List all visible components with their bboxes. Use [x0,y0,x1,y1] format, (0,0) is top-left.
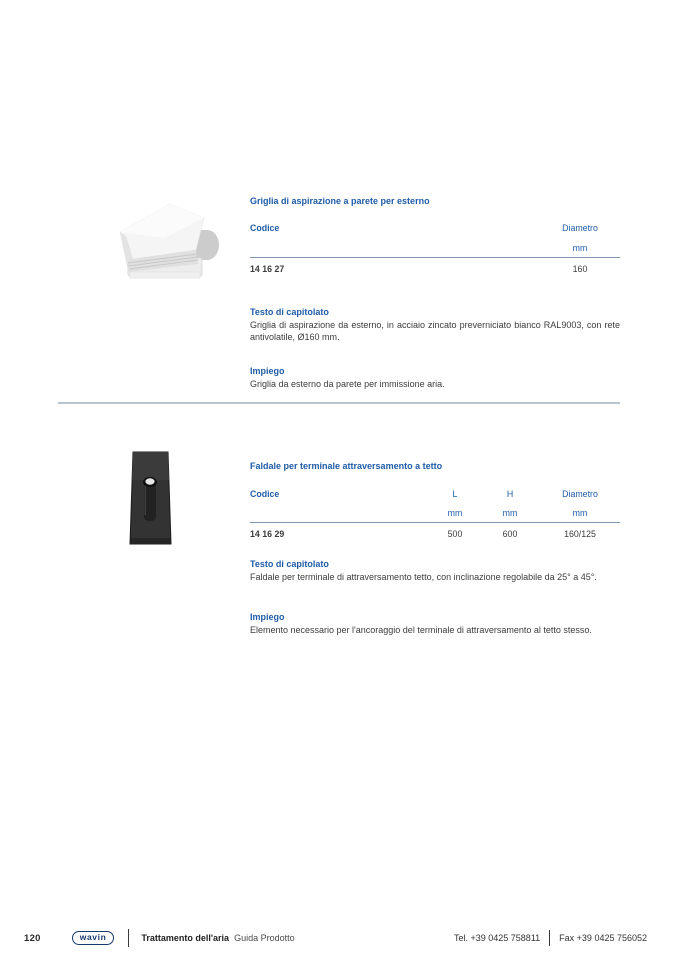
table-row [250,529,620,539]
col-header-diametro: Diametro [562,223,598,233]
product-table [250,223,620,274]
roof-flashing-photo [128,450,173,546]
capitolato-text: Faldale per terminale di attraversamento tetto, con inclinazione regolabile da 25° a 45°. [250,572,597,582]
impiego-text: Elemento necessario per l'ancoraggio del terminale di attraversamento al tetto stesso. [250,625,592,635]
table-rule [250,257,620,258]
product-title: Griglia di aspirazione a parete per esterno [250,196,430,206]
page-number: 120 [24,932,41,944]
capitolato-text: Griglia di aspirazione da esterno, in acciaio zincato preverniciato bianco RAL9003, con rete antivolatile, Ø160 mm. [250,320,620,342]
impiego-heading: Impiego [250,366,285,376]
col-header-diametro: Diametro [562,489,598,499]
product-code: 14 16 29 [250,529,285,539]
col-header-h: H [506,489,514,499]
section-divider [58,402,620,404]
col-unit-l: mm [447,508,463,518]
col-unit-h: mm [502,508,518,518]
wavin-logo: wavin [72,931,115,945]
page-footer [0,926,678,950]
table-rule [250,522,620,523]
footer-divider [128,929,129,947]
col-header-l: L [452,489,458,499]
product-section-griglia [250,196,620,390]
diametro-value: 160/125 [564,529,596,539]
wall-intake-grille-photo [112,198,222,290]
l-value: 500 [447,529,463,539]
col-unit-diametro: mm [572,243,588,253]
footer-divider [549,930,550,946]
diametro-value: 160 [572,264,588,274]
col-header-codice: Codice [250,223,280,233]
fax-number: Fax +39 0425 756052 [559,933,647,943]
impiego-text: Griglia da esterno da parete per immissione aria. [250,379,445,389]
capitolato-heading: Testo di capitolato [250,307,329,317]
product-code: 14 16 27 [250,264,285,274]
product-section-faldale [250,461,620,636]
capitolato-heading: Testo di capitolato [250,559,329,569]
col-header-codice: Codice [250,489,280,499]
product-table [250,489,620,539]
impiego-heading: Impiego [250,612,285,622]
document-subtitle: Guida Prodotto [234,933,295,943]
product-title: Faldale per terminale attraversamento a tetto [250,461,443,471]
phone-number: Tel. +39 0425 758811 [454,933,541,943]
footer-contacts [454,930,647,946]
document-title: Trattamento dell'aria [141,933,230,943]
table-row [250,264,620,274]
h-value: 600 [502,529,518,539]
col-unit-diametro: mm [572,508,588,518]
